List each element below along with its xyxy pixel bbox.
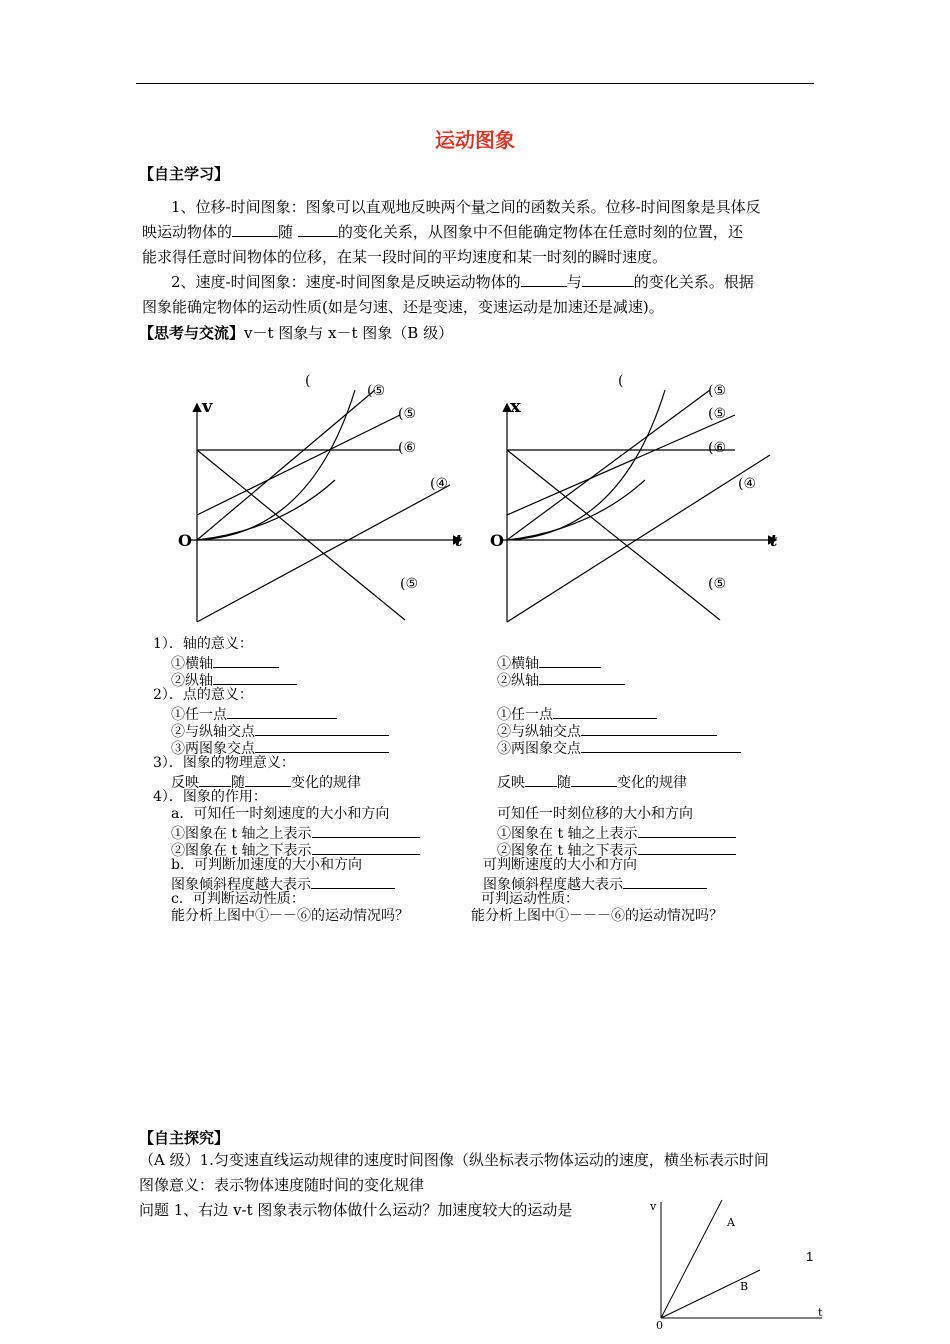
x-t-graph [500,390,775,622]
blank[interactable] [227,704,337,719]
marker-6: (⑥ [398,440,417,456]
t-axis-label-right: t [770,531,778,550]
qa-left-11: a．可知任一时刻速度的大小和方向 [171,806,390,822]
blank[interactable] [553,704,657,719]
section-heading-discussion: 【思考与交流】v－t 图象与 x－t 图象（B 级） [139,324,454,342]
line-3 [197,415,400,515]
blank[interactable] [213,653,279,668]
qa-left-15: 图象倾斜程度越大表示 [171,874,395,894]
marker-3: (⑤ [398,406,417,422]
blank[interactable] [311,874,395,889]
qa-left-5: ①任一点 [171,704,337,724]
qa-left-9: 反映 随 变化的规律 [171,772,361,792]
small-v-label: v [650,1200,657,1213]
line-1-right [507,390,710,540]
line-1 [197,390,375,540]
marker-2-right: (⑤ [708,383,727,399]
v-t-graph [190,390,460,622]
qa-left-10: 4）．图象的作用： [153,789,267,805]
line-a-label: A [727,1216,735,1229]
qa-left-3: ②纵轴 [171,670,297,690]
marker-5-right: (⑤ [708,576,727,592]
line-b-label: B [740,1280,749,1293]
page-title: 运动图象 [435,128,515,152]
line-5 [197,485,450,622]
marker-5: (⑤ [400,576,419,592]
marker-1-right: ( [618,373,624,389]
marker-6-right: (⑥ [708,440,727,456]
blank[interactable] [521,272,567,287]
blank[interactable] [213,670,297,685]
qa-left-6: ②与纵轴交点 [171,721,389,741]
blank[interactable] [581,738,741,753]
origin-label-left: O [178,531,192,550]
blank[interactable] [255,738,389,753]
blank[interactable] [298,222,338,237]
small-origin-label: 0 [656,1319,663,1330]
line-b [661,1270,760,1318]
v-axis-label: v [202,396,213,417]
paragraph-1-line-1: 1、位移-时间图象：图象可以直观地反映两个量之间的函数关系。位移-时间图象是具体反 [171,198,761,216]
blank[interactable] [539,670,625,685]
blank[interactable] [623,874,707,889]
graphs-figure [160,360,800,630]
qa-left-8: 3）．图象的物理意义： [153,755,295,771]
blank[interactable] [525,772,557,787]
qa-left-16: c．可判断运动性质： [171,891,305,907]
paragraph-2-line-1: 2、速度-时间图象：速度-时间图象是反映运动物体的 与 的变化关系。根据 [171,273,754,291]
blank[interactable] [571,772,617,787]
marker-2: (⑤ [367,383,386,399]
qa-left-1: 1）．轴的意义： [153,636,253,652]
qa-left-14: b．可判断加速度的大小和方向 [171,857,362,873]
small-vt-graph [640,1198,830,1330]
qa-left-13: ②图象在 t 轴之下表示 [171,840,420,860]
origin-label-right: O [490,531,504,550]
qa-right-5: ①任一点 [497,704,657,724]
marker-1: ( [305,373,311,389]
blank[interactable] [255,721,389,736]
paragraph-2-line-2: 图象能确定物体的运动性质(如是匀速、还是变速，变速运动是加速还是减速)。 [142,298,664,316]
qa-right-16: 可判运动性质： [481,891,579,907]
curve-2 [197,390,355,540]
curve-markers-right [618,373,756,592]
blank[interactable] [232,222,278,237]
qa-right-7: ③两图象交点 [497,738,741,758]
curve-extra [197,480,335,540]
line-a [661,1200,722,1318]
marker-3-right: (⑤ [708,406,727,422]
blank[interactable] [582,272,634,287]
blank[interactable] [638,823,736,838]
small-t-label: t [818,1306,823,1319]
paragraph-1-line-3: 能求得任意时间物体的位移，在某一段时间的平均速度和某一时刻的瞬时速度。 [142,248,668,266]
page-number: 1 [806,1249,814,1264]
qa-left-4: 2）．点的意义： [153,687,253,703]
blank[interactable] [581,721,717,736]
qa-right-13: ②图象在 t 轴之下表示 [497,840,736,860]
blank[interactable] [638,840,736,855]
section-heading-explore: 【自主探究】 [139,1129,230,1147]
question-1: 问题 1、右边 v-t 图象表示物体做什么运动？加速度较大的运动是 [139,1201,573,1219]
t-axis-label-left: t [455,531,463,550]
blank[interactable] [312,823,420,838]
curve-markers-left [305,373,448,592]
curve-2-right [507,390,665,540]
qa-right-9: 反映 随 变化的规律 [497,772,687,792]
blank[interactable] [539,653,601,668]
qa-right-12: ①图象在 t 轴之上表示 [497,823,736,843]
blank[interactable] [199,772,231,787]
qa-right-11: 可知任一时刻位移的大小和方向 [497,806,693,822]
x-axis-label: x [510,396,521,417]
marker-4: (④ [430,476,449,492]
qa-right-3: ②纵轴 [497,670,625,690]
blank[interactable] [312,840,420,855]
paragraph-1-line-2: 映运动物体的 随 的变化关系，从图象中不但能确定物体在任意时刻的位置，还 [142,223,743,241]
explore-line-1: （A 级）1.匀变速直线运动规律的速度时间图像（纵坐标表示物体运动的速度，横坐标表示时间 [139,1151,769,1169]
section-heading-self-study: 【自主学习】 [139,165,230,183]
explore-line-2: 图像意义：表示物体速度随时间的变化规律 [139,1176,425,1194]
header-rule [136,83,814,84]
qa-left-7: ③两图象交点 [171,738,389,758]
qa-right-15: 图象倾斜程度越大表示 [483,874,707,894]
line-5-right [507,455,770,622]
qa-right-2: ①横轴 [497,653,601,673]
qa-left-12: ①图象在 t 轴之上表示 [171,823,420,843]
qa-right-6: ②与纵轴交点 [497,721,717,741]
marker-4-right: (④ [738,476,757,492]
qa-right-14: 可判断速度的大小和方向 [483,857,637,873]
line-3-right [507,415,735,515]
qa-right-17: 能分析上图中①－－－⑥的运动情况吗？ [471,908,723,924]
qa-left-2: ①横轴 [171,653,279,673]
blank[interactable] [245,772,291,787]
qa-left-17: 能分析上图中①－－⑥的运动情况吗？ [171,908,409,924]
